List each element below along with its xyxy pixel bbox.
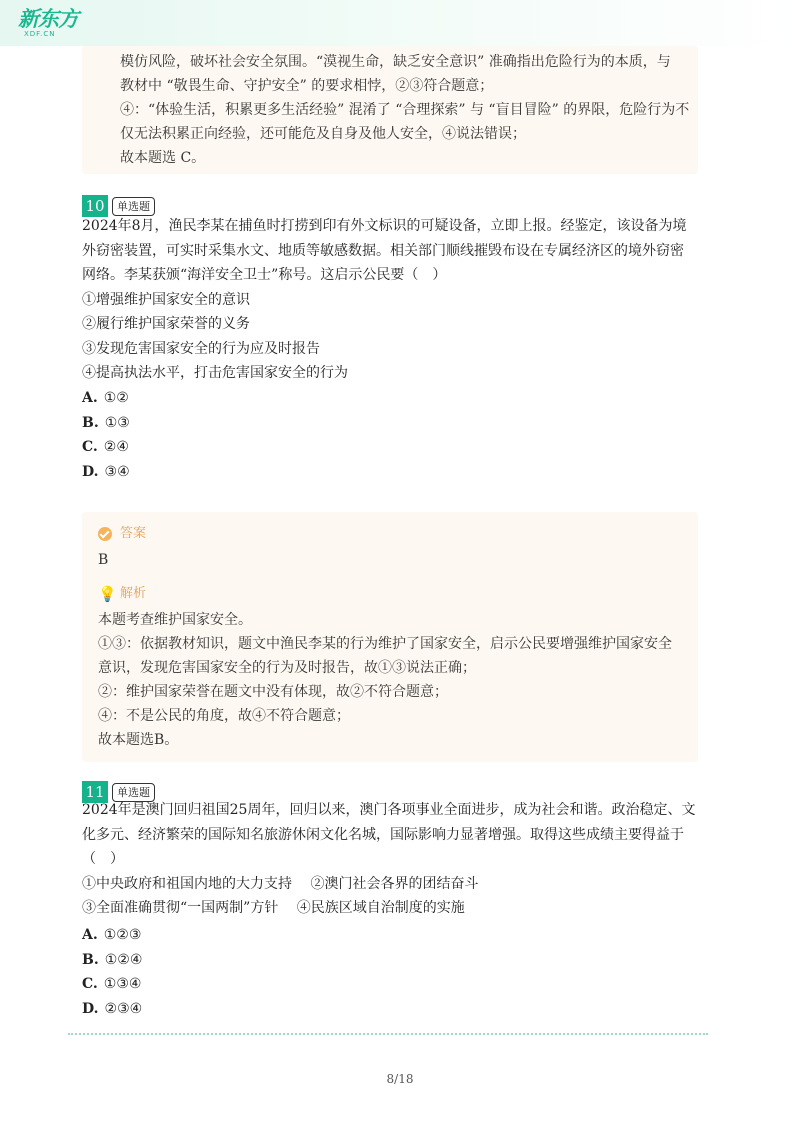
analysis-line: 本题考查维护国家安全。: [98, 612, 252, 628]
option-letter: D.: [82, 1000, 99, 1017]
option-letter: A.: [82, 927, 98, 943]
option-a[interactable]: [82, 386, 130, 411]
analysis-line: ①③：依据教材知识，题文中渔民李某的行为维护了国家安全，启示公民要增强维护国家安全: [98, 636, 672, 652]
option-a[interactable]: [82, 923, 142, 948]
option-text: ①②④: [104, 951, 143, 968]
statement: ②履行维护国家荣誉的义务: [82, 316, 250, 332]
analysis-line: 模仿风险，破坏社会安全氛围。“漠视生命，缺乏安全意识” 准确指出危险行为的本质，与: [120, 54, 671, 70]
question-11-stem: [82, 798, 722, 921]
analysis-line: ④：“体验生活，积累更多生活经验” 混淆了 “合理探索” 与 “盲目冒险” 的界限，危险行为不: [120, 102, 690, 118]
analysis-line: 故本题选 C。: [120, 150, 206, 166]
analysis-line: ④：不是公民的角度，故④不符合题意；: [98, 708, 350, 724]
option-letter: B.: [82, 951, 99, 968]
analysis-label: [98, 582, 698, 606]
option-d[interactable]: [82, 460, 130, 485]
option-c[interactable]: [82, 435, 130, 460]
analysis-line: 意识，发现危害国家安全的行为及时报告，故①③说法正确；: [98, 660, 476, 676]
analysis-label-text: 解析: [120, 586, 147, 601]
option-letter: D.: [82, 463, 99, 480]
question-11-options: [82, 923, 142, 1021]
option-text: ②③④: [104, 1000, 143, 1017]
option-text: ①②: [103, 390, 129, 406]
option-text: ②④: [103, 439, 129, 455]
question-type-badge: 单选题: [112, 783, 155, 802]
option-letter: C.: [82, 439, 98, 455]
statement: ③全面准确贯彻“一国两制”方针 ④民族区域自治制度的实施: [82, 900, 465, 916]
question-number: 11: [82, 781, 108, 803]
analysis-line: 仅无法积累正向经验，还可能危及自身及他人安全，④说法错误；: [120, 126, 526, 142]
option-c[interactable]: [82, 972, 142, 997]
option-text: ①③: [104, 414, 130, 431]
question-10-answer-box: [82, 512, 698, 762]
option-text: ①③④: [103, 976, 142, 992]
stem-line: 化多元、经济繁荣的国际知名旅游休闲文化名城，国际影响力显著增强。取得这些成绩主要得益于: [82, 826, 684, 843]
option-b[interactable]: [82, 411, 130, 436]
answer-value: B: [98, 552, 109, 568]
stem-line: 网络。李某获颁“海洋安全卫士”称号。这启示公民要（ ）: [82, 267, 447, 283]
previous-analysis-box: [82, 46, 698, 174]
analysis-line: ②：维护国家荣誉在题文中没有体现，故②不符合题意；: [98, 684, 448, 700]
section-divider: [68, 1033, 708, 1035]
lightbulb-icon: 💡: [98, 585, 117, 603]
logo-text: 新东方: [18, 7, 78, 31]
question-10-stem: [82, 214, 722, 386]
question-number: 10: [82, 195, 108, 217]
statement: ③发现危害国家安全的行为应及时报告: [82, 340, 320, 357]
stem-line: （ ）: [82, 851, 124, 867]
stem-line: 2024年8月，渔民李某在捕鱼时打捞到印有外文标识的可疑设备，立即上报。经鉴定，该设备为境: [82, 218, 687, 234]
logo-subtext: XDF.CN: [24, 30, 56, 38]
option-letter: C.: [82, 976, 98, 992]
statement: ①中央政府和祖国内地的大力支持 ②澳门社会各界的团结奋斗: [82, 875, 479, 892]
option-letter: A.: [82, 390, 98, 406]
analysis-line: 故本题选B。: [98, 732, 179, 748]
page-number: 8/18: [386, 1072, 414, 1086]
answer-label: [98, 522, 698, 546]
option-letter: B.: [82, 414, 99, 431]
option-d[interactable]: [82, 997, 142, 1022]
check-circle-icon: [98, 527, 112, 541]
analysis-line: 教材中 “敬畏生命、守护安全” 的要求相悖，②③符合题意；: [120, 78, 494, 94]
statement: ④提高执法水平，打击危害国家安全的行为: [82, 365, 348, 381]
question-10-options: [82, 386, 130, 484]
header-bar: [0, 0, 800, 46]
option-text: ①②③: [103, 927, 142, 943]
question-type-badge: 单选题: [112, 197, 155, 216]
option-b[interactable]: [82, 948, 142, 973]
statement: ①增强维护国家安全的意识: [82, 291, 250, 308]
option-text: ③④: [104, 463, 130, 480]
stem-line: 2024年是澳门回归祖国25周年，回归以来，澳门各项事业全面进步，成为社会和谐。政治稳定、文: [82, 802, 696, 818]
stem-line: 外窃密装置，可实时采集水文、地质等敏感数据。相关部门顺线摧毁布设在专属经济区的境外窃密: [82, 242, 684, 259]
answer-label-text: 答案: [120, 526, 147, 541]
brand-logo: [18, 8, 78, 38]
